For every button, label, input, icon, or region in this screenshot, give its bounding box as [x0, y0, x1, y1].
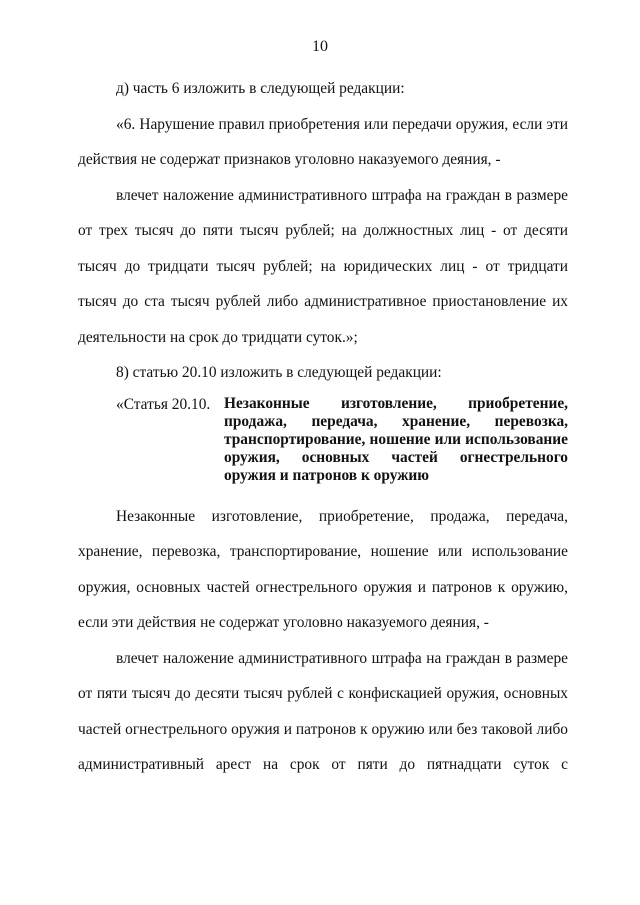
paragraph-amendment-8: 8) статью 20.10 изложить в следующей редакции: [116, 364, 442, 381]
article-number: «Статья 20.10. [116, 395, 211, 413]
paragraph-article-disposition: Незаконные изготовление, приобретение, продажа, передача, хранение, перевозка, транспортирование, ношение или использование оружия, основных частей огнестрельного оружия и патронов к оружию, если эти действия не содержат уголовно наказуемого деяния, - [78, 507, 568, 631]
article-title: Незаконные изготовление, приобретение, продажа, передача, хранение, перевозка, транспортирование, ношение или использование оружия, основных частей огнестрельного оружия и патронов к оружию [224, 394, 568, 484]
paragraph-amendment-d: д) часть 6 изложить в следующей редакции: [116, 80, 405, 97]
paragraph-penalty-part-6: влечет наложение административного штрафа на граждан в размере от трех тысяч до пяти тысяч рублей; на должностных лиц - от десяти тысяч до тридцати тысяч рублей; на юридических лиц - от тридцати тысяч до ста тысяч рублей либо административное приостановление их деятельности на срок до тридцати суток.»; [78, 186, 568, 346]
paragraph-article-sanction: влечет наложение административного штрафа на граждан в размере от пяти тысяч до десяти тысяч рублей с конфискацией оружия, основных частей огнестрельного оружия и патронов к оружию или без таковой либо административный арест на срок от пяти до пятнадцати суток с [78, 649, 568, 773]
page-number: 10 [312, 38, 328, 55]
document-body [78, 71, 568, 783]
paragraph-part-6: «6. Нарушение правил приобретения или передачи оружия, если эти действия не содержат признаков уголовно наказуемого деяния, - [78, 115, 568, 168]
article-heading [116, 395, 568, 485]
